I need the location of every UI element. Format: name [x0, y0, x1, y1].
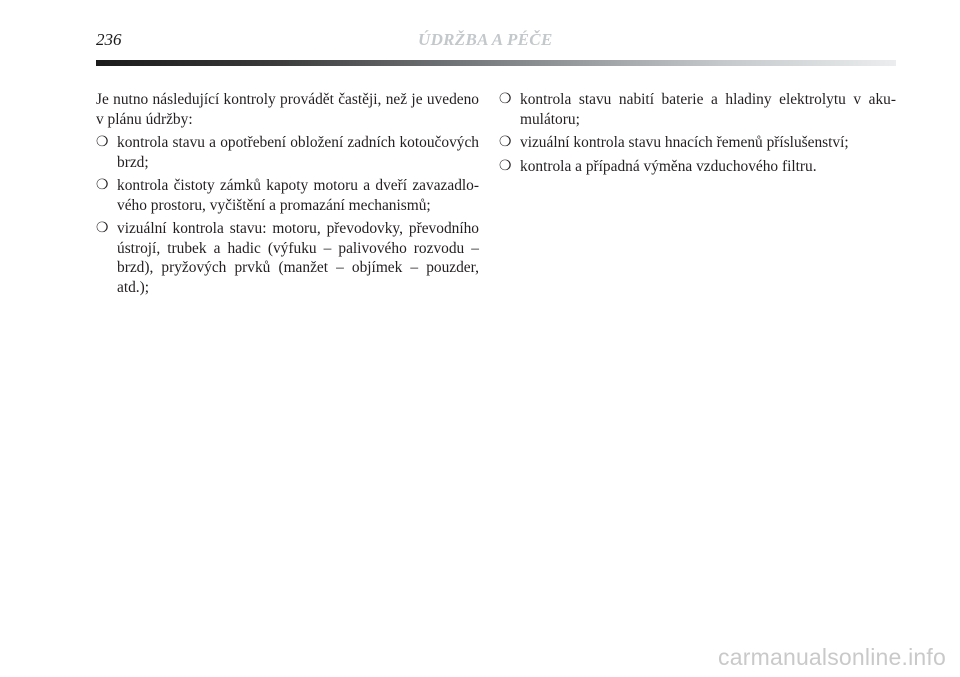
list-item-text: kontrola a případná výměna vzduchového filtru.	[520, 157, 817, 175]
list-item-text: kontrola stavu nabití baterie a hladiny elektrolytu v akumulátoru;	[520, 91, 896, 128]
site-watermark: carmanualsonline.info	[718, 644, 946, 670]
header-gradient-rule	[96, 60, 896, 66]
page-number: 236	[96, 30, 122, 49]
list-item	[96, 176, 479, 215]
right-column	[499, 90, 896, 180]
ring-bullet-icon: ❍	[96, 134, 109, 150]
ring-bullet-icon: ❍	[96, 220, 109, 236]
right-checklist	[499, 90, 896, 176]
ring-bullet-icon: ❍	[499, 91, 512, 107]
section-title: ÚDRŽBA A PÉČE	[418, 30, 553, 49]
left-column	[96, 90, 479, 301]
list-item-text: vizuální kontrola stavu hnacích řemenů příslušenství;	[520, 134, 849, 151]
intro-paragraph: Je nutno následující kontroly provádět častěji, než je uvedeno v plánu údržby:	[96, 91, 479, 128]
ring-bullet-icon: ❍	[96, 177, 109, 193]
ring-bullet-icon: ❍	[499, 157, 512, 174]
list-item-text: vizuální kontrola stavu: motoru, převodovky, převodního ústrojí, trubek a hadic (výfuku – palivového rozvodu – brzd), pryžových prvků (manžet – objímek – pouzder, atd.);	[117, 220, 479, 296]
list-item	[499, 90, 896, 129]
list-item-text: kontrola čistoty zámků kapoty motoru a dveří zavazadlového prostoru, vyčištění a promazání mechanismů;	[117, 177, 479, 214]
left-checklist	[96, 133, 479, 297]
list-item-text: kontrola stavu a opotřebení obložení zadních kotoučových brzd;	[117, 134, 479, 171]
ring-bullet-icon: ❍	[499, 134, 512, 150]
list-item	[499, 157, 896, 177]
list-item	[96, 133, 479, 172]
list-item	[499, 133, 896, 153]
list-item	[96, 219, 479, 297]
